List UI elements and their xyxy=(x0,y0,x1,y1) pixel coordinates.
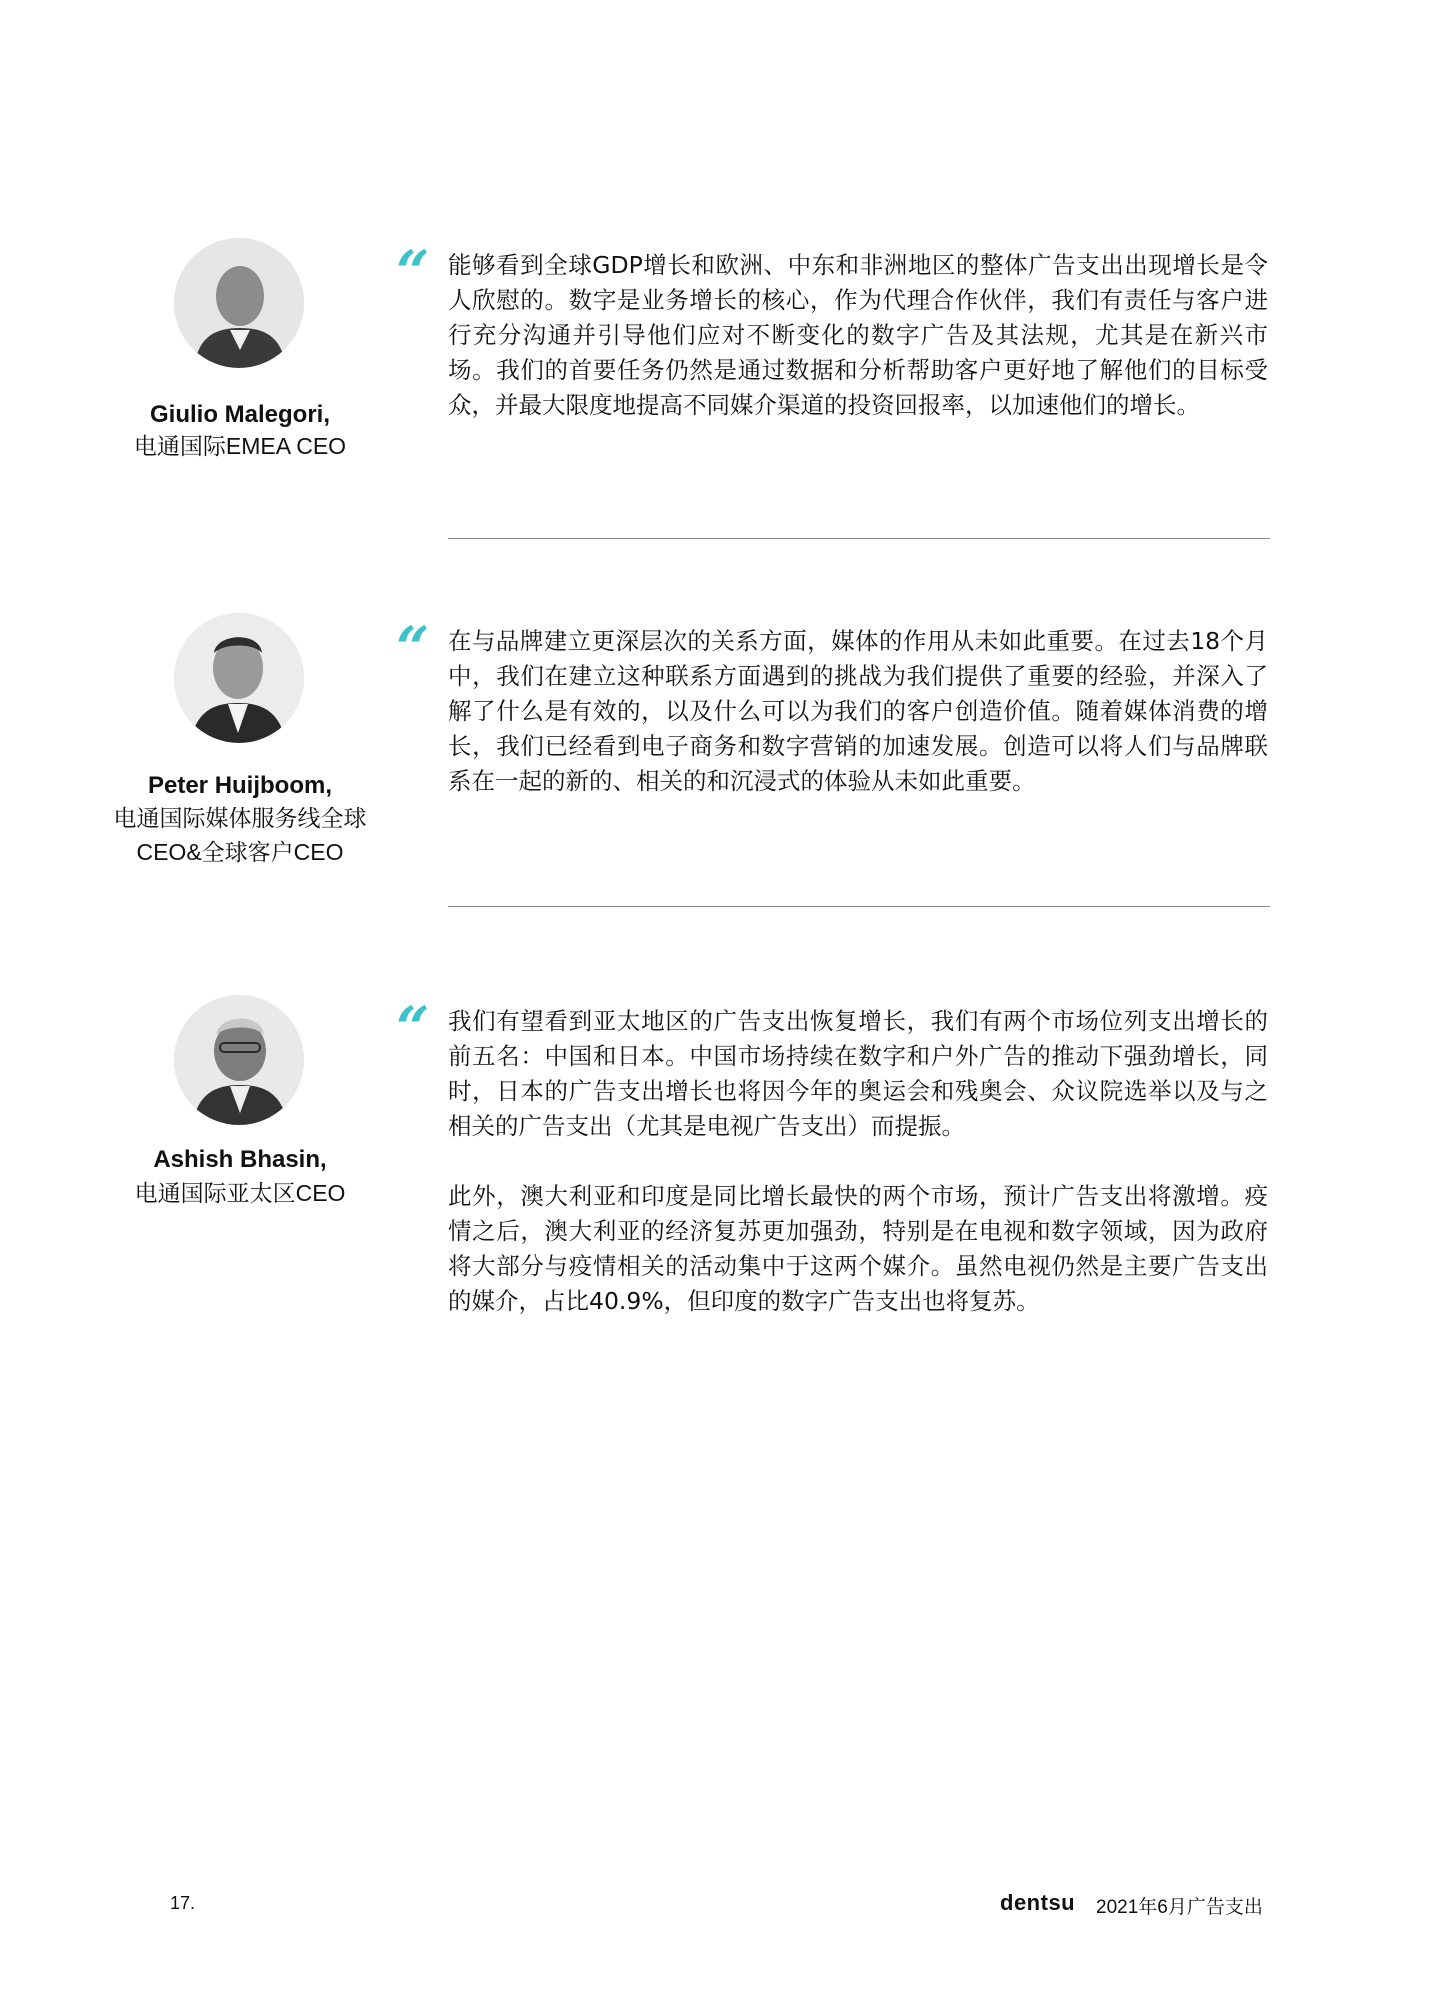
quote-paragraph: 在与品牌建立更深层次的关系方面，媒体的作用从未如此重要。在过去18个月中，我们在建立这种联系方面遇到的挑战为我们提供了重要的经验，并深入了解了什么是有效的，以及什么可以为我们的客户创造价值。随着媒体消费的增长，我们已经看到电子商务和数字营销的加速发展。创造可以将人们与品牌联系在一起的新的、相关的和沉浸式的体验从未如此重要。 xyxy=(448,627,1268,795)
person-name: Peter Huijboom, xyxy=(147,772,333,799)
quote-paragraph: 此外，澳大利亚和印度是同比增长最快的两个市场，预计广告支出将激增。疫情之后，澳大利亚的经济复苏更加强劲，特别是在电视和数字领域，因为政府将大部分与疫情相关的活动集中于这两个媒介。虽然电视仍然是主要广告支出的媒介，占比40.9%，但印度的数字广告支出也将复苏。 xyxy=(448,1182,1268,1315)
person-name: Giulio Malegori, xyxy=(149,401,330,428)
quote-mark-icon: “ xyxy=(396,238,430,306)
person-silhouette-icon xyxy=(174,995,304,1125)
portrait-peter-huijboom xyxy=(174,613,304,743)
divider xyxy=(448,538,1270,539)
page-number: 17. xyxy=(170,1893,196,1913)
person-silhouette-icon xyxy=(174,238,304,368)
person-title-line: CEO&全球客户CEO xyxy=(136,839,344,865)
person-title-line: 电通国际EMEA CEO xyxy=(133,433,347,459)
person-title xyxy=(60,429,420,463)
quote-paragraph: 我们有望看到亚太地区的广告支出恢复增长，我们有两个市场位列支出增长的前五名：中国和日本。中国市场持续在数字和户外广告的推动下强劲增长，同时，日本的广告支出增长也将因今年的奥运会和残奥会、众议院选举以及与之相关的广告支出（尤其是电视广告支出）而提振。 xyxy=(448,1007,1268,1140)
quote-text xyxy=(448,248,1268,423)
document-title: 2021年6月广告支出 xyxy=(1096,1897,1263,1918)
divider xyxy=(448,906,1270,907)
person-title-line: 电通国际媒体服务线全球 xyxy=(113,805,367,831)
portrait-ashish-bhasin xyxy=(174,995,304,1125)
person-silhouette-icon xyxy=(174,613,304,743)
quote-mark-icon: “ xyxy=(396,994,430,1062)
person-name: Ashish Bhasin, xyxy=(153,1146,327,1173)
person-title xyxy=(60,1176,420,1210)
person-title xyxy=(60,801,420,869)
person-title-line: 电通国际亚太区CEO xyxy=(134,1180,346,1206)
brand-logo: dentsu xyxy=(1000,1890,1076,1915)
quote-mark-icon: “ xyxy=(396,614,430,682)
quote-text xyxy=(448,624,1268,799)
portrait-giulio-malegori xyxy=(174,238,304,368)
quote-paragraph: 能够看到全球GDP增长和欧洲、中东和非洲地区的整体广告支出出现增长是令人欣慰的。数字是业务增长的核心，作为代理合作伙伴，我们有责任与客户进行充分沟通并引导他们应对不断变化的数字广告及其法规，尤其是在新兴市场。我们的首要任务仍然是通过数据和分析帮助客户更好地了解他们的目标受众，并最大限度地提高不同媒介渠道的投资回报率，以加速他们的增长。 xyxy=(448,251,1268,419)
quote-text xyxy=(448,1004,1268,1319)
